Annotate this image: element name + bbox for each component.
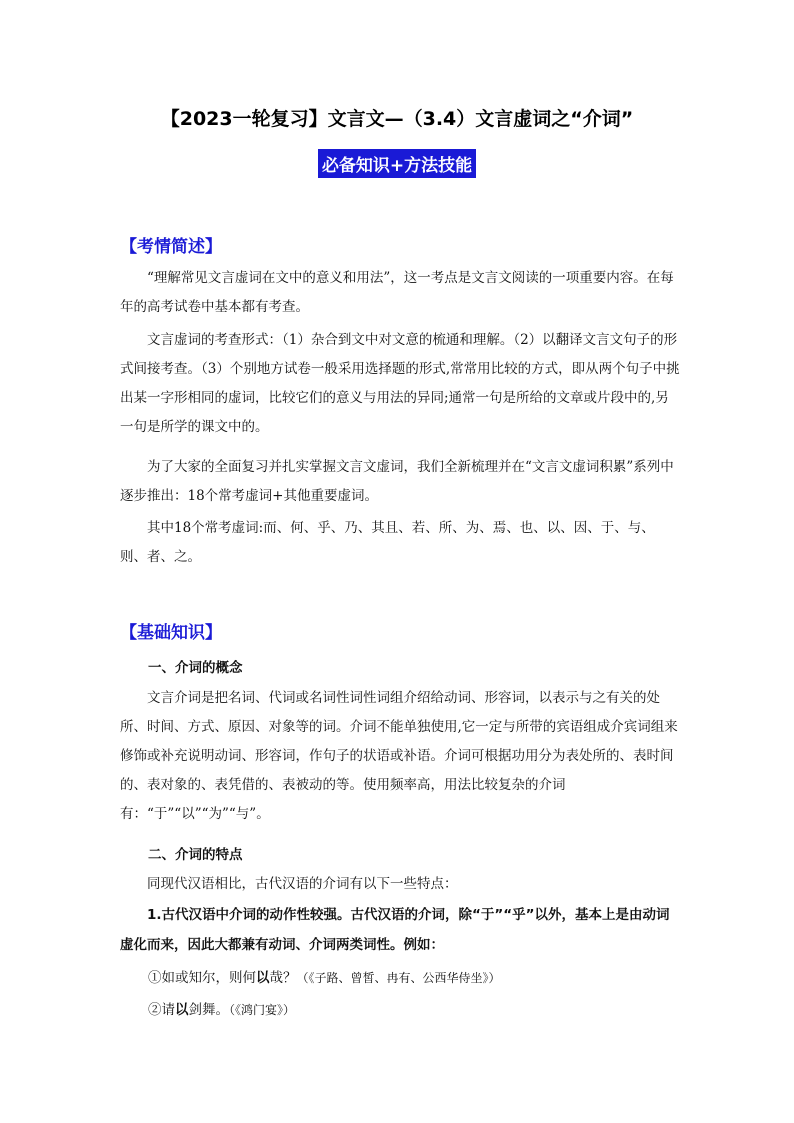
subheading: 二、介词的特点 [148,847,243,863]
example-line [148,998,295,1018]
paragraph: 同现代汉语相比，古代汉语的介词有以下一些特点： [147,876,458,892]
example-source: （《鸿门宴》） [229,1003,296,1017]
paragraph: 文言虚词的考查形式：（1）杂合到文中对文意的梳通和理解。（2）以翻译文言文句子的形式间接考查。（3）个别地方试卷一般采用选择题的形式,常常用比较的方式，即从两个句子中挑出某一字形相同的虚词，比较它们的意义与用法的异同;通常一句是所给的文章或片段中的,另一句是所学的课文中的。 [120,332,680,435]
example-text: ②请 [148,1002,175,1018]
subheading: 一、介词的概念 [148,660,243,676]
example-keyword: 以 [256,970,270,986]
section-heading-jichu: 【基础知识】 [120,623,222,643]
example-keyword: 以 [175,1002,189,1018]
section-heading-kaoqing: 【考情简述】 [120,237,222,257]
example-line [148,966,501,986]
paragraph: 其中18个常考虚词:而、何、乎、乃、其且、若、所、为、焉、也、以、因、于、与、则、者、之。 [120,520,655,565]
bold-paragraph: 1.古代汉语中介词的动作性较强。古代汉语的介词，除“于”“乎”以外，基本上是由动词虚化而来，因此大都兼有动词、介词两类词性。例如： [120,907,670,953]
example-text: ①如或知尔，则何 [148,970,256,986]
page-title: 【2023一轮复习】文言文—（3.4）文言虚词之“介词” [160,108,634,130]
subtitle-wrap [0,149,794,178]
example-text: 剑舞。 [188,1002,229,1018]
paragraph: 文言介词是把名词、代词或名词性词性词组介绍给动词、形容词，以表示与之有关的处所、时间、方式、原因、对象等的词。介词不能单独使用,它一定与所带的宾语组成介宾词组来修饰或补充说明动词、形容词，作句子的状语或补语。介词可根据功用分为表处所的、表时间的、表对象的、表凭借的、表被动的等。使用频率高，用法比较复杂的介词有：“于”“以”“为”“与”。 [120,690,678,822]
example-text: 哉？ [269,970,297,986]
page-subtitle: 必备知识+方法技能 [318,149,476,178]
paragraph: “理解常见文言虚词在文中的意义和用法”，这一考点是文言文阅读的一项重要内容。在每年的高考试卷中基本都有考查。 [120,270,674,315]
example-source: （《子路、曾皙、冉有、公西华侍坐》） [296,971,501,985]
paragraph: 为了大家的全面复习并扎实掌握文言文虚词，我们全新梳理并在“文言文虚词积累”系列中逐步推出：18个常考虚词+其他重要虚词。 [120,459,674,504]
